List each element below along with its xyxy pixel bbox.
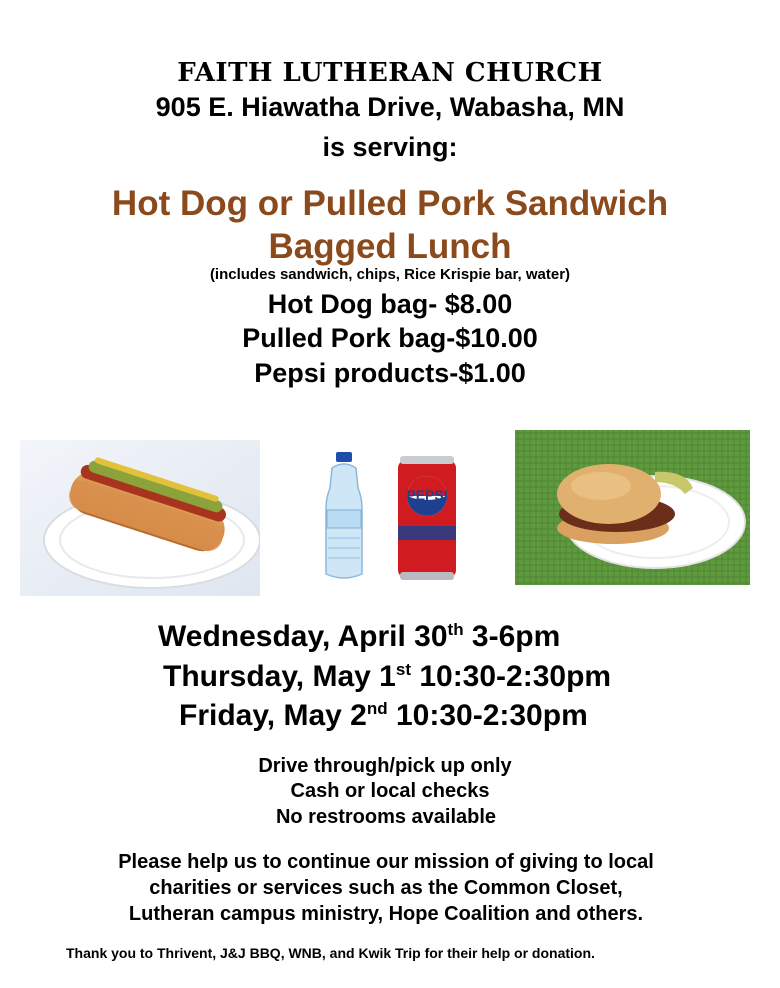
price-hot-dog: Hot Dog bag- $8.00 bbox=[267, 289, 513, 319]
date-wednesday: Wednesday, April 30th 3-6pm bbox=[158, 620, 561, 653]
mission-line1: Please help us to continue our mission of giving to local bbox=[118, 851, 654, 873]
note-payment: Cash or local checks bbox=[290, 780, 490, 802]
menu-title-line2: Bagged Lunch bbox=[268, 227, 512, 266]
note-drive-through: Drive through/pick up only bbox=[258, 755, 512, 777]
menu-includes: (includes sandwich, chips, Rice Krispie bar, water) bbox=[209, 266, 571, 283]
mission-line2: charities or services such as the Common Closet, bbox=[149, 877, 623, 899]
menu-title-line1: Hot Dog or Pulled Pork Sandwich bbox=[111, 184, 669, 223]
thanks-footer: Thank you to Thrivent, J&J BBQ, WNB, and Kwik Trip for their help or donation. bbox=[66, 945, 595, 961]
church-name: FAITH LUTHERAN CHURCH bbox=[177, 58, 603, 88]
mission-line3: Lutheran campus ministry, Hope Coalition and others. bbox=[128, 903, 644, 925]
church-address: 905 E. Hiawatha Drive, Wabasha, MN bbox=[155, 92, 625, 122]
serving-label: is serving: bbox=[322, 132, 458, 162]
pepsi-logo-text: PEPSI bbox=[406, 487, 448, 503]
price-pulled-pork: Pulled Pork bag-$10.00 bbox=[242, 323, 538, 353]
date-friday: Friday, May 2nd 10:30-2:30pm bbox=[179, 699, 588, 732]
date-thursday: Thursday, May 1st 10:30-2:30pm bbox=[163, 660, 612, 693]
hot-dog-image bbox=[20, 440, 260, 596]
price-pepsi: Pepsi products-$1.00 bbox=[254, 358, 526, 388]
note-restrooms: No restrooms available bbox=[275, 806, 497, 828]
pulled-pork-image bbox=[515, 430, 750, 585]
drinks-image bbox=[318, 448, 468, 584]
